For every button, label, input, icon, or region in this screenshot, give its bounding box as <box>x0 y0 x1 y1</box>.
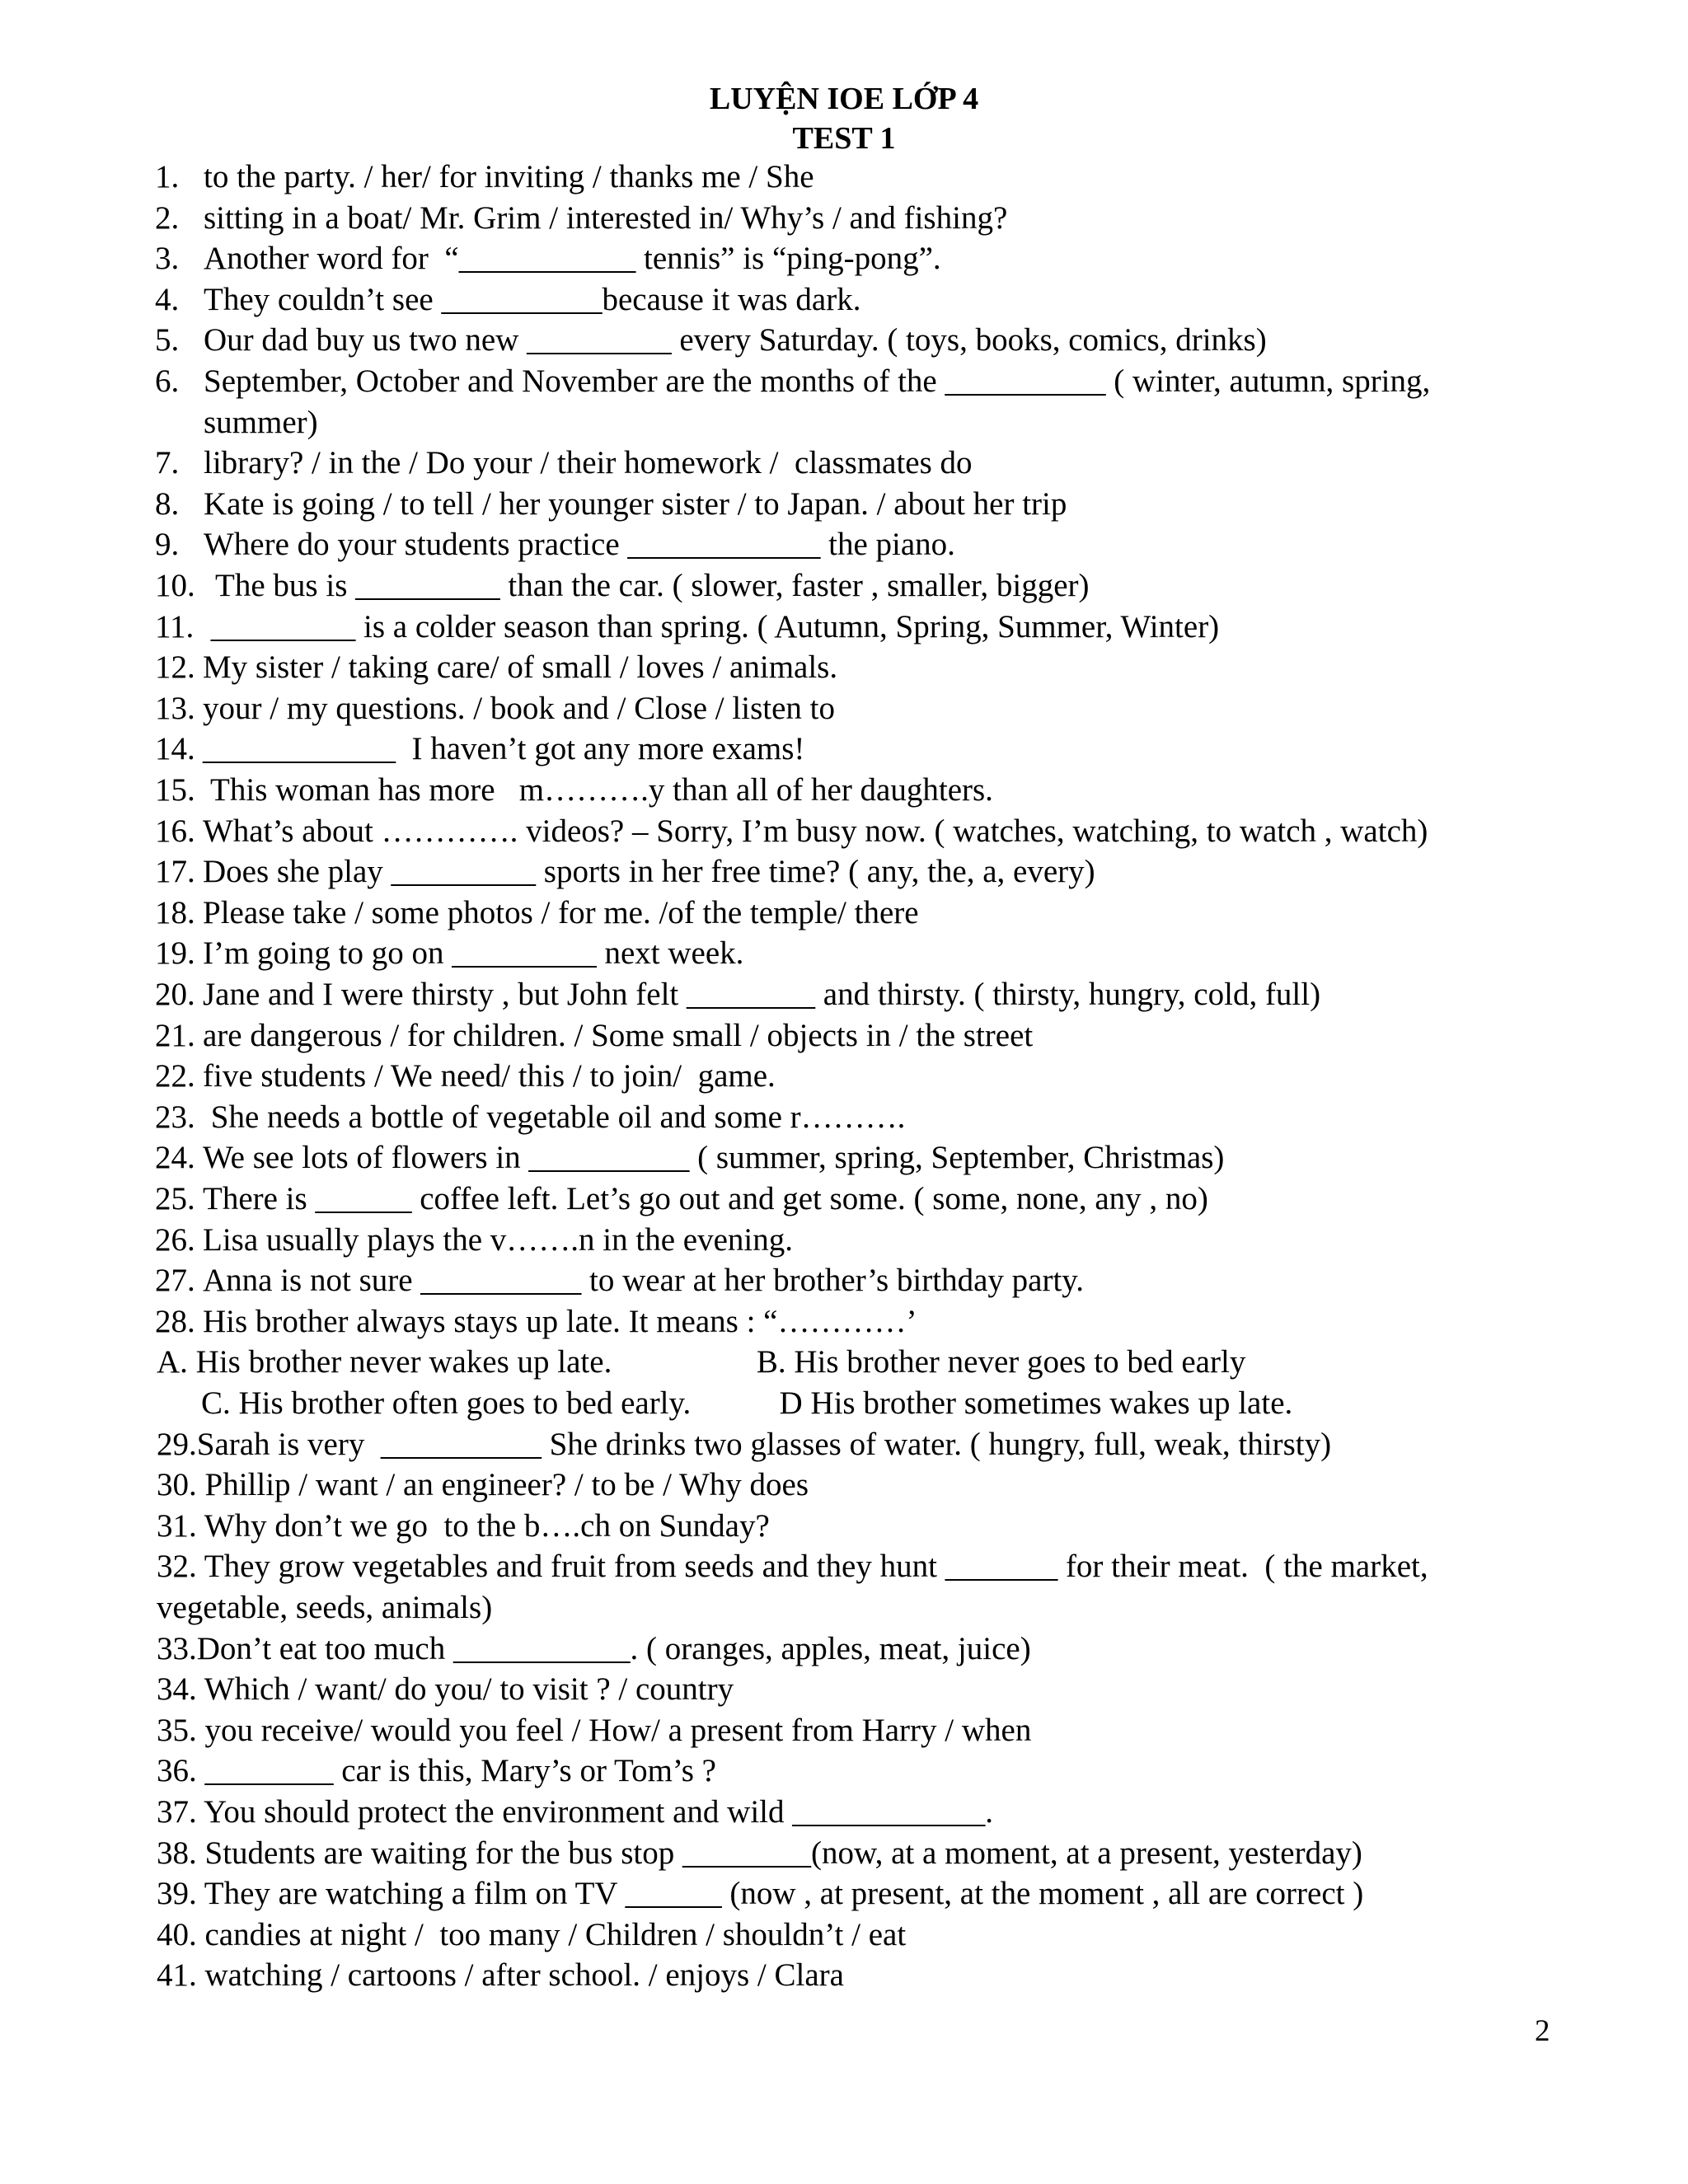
item-text: 41. watching / cartoons / after school. / enjoys / Clara <box>157 1957 844 1994</box>
item-text: ____________ I haven’t got any more exams! <box>203 731 805 767</box>
item-number: 5. <box>155 322 180 359</box>
item-text: His brother always stays up late. It means : “…………’ <box>203 1303 917 1339</box>
item-number: 3. <box>155 241 180 277</box>
item-text: Lisa usually plays the v…….n in the evening. <box>203 1221 793 1258</box>
item-text: 36. ________ car is this, Mary’s or Tom’s ? <box>157 1753 716 1789</box>
item-text: C. His brother often goes to bed early. D His brother sometimes wakes up late. <box>201 1385 1293 1421</box>
item-text: Kate is going / to tell / her younger sister / to Japan. / about her trip <box>204 485 1067 522</box>
item-number: 9. <box>155 527 180 563</box>
item-number: 19. <box>155 935 195 972</box>
item-text: 38. Students are waiting for the bus stop ________(now, at a moment, at a present, yesterday) <box>157 1835 1362 1871</box>
item-text: Please take / some photos / for me. /of the temple/ there <box>203 894 919 930</box>
item-number: 11. <box>155 608 195 644</box>
item-text: to the party. / her/ for inviting / thanks me / She <box>204 159 814 194</box>
item-number: 21. <box>155 1017 195 1053</box>
item-text: 30. Phillip / want / an engineer? / to be / Why does <box>157 1467 809 1503</box>
item-text: Does she play _________ sports in her free time? ( any, the, a, every) <box>203 854 1095 890</box>
test-heading: TEST 1 <box>792 121 896 156</box>
item-number: 16. <box>155 813 195 849</box>
item-text: There is ______ coffee left. Let’s go out and get some. ( some, none, any , no) <box>203 1181 1208 1216</box>
item-number: 25. <box>155 1181 195 1216</box>
item-text: 37. You should protect the environment and wild ____________. <box>157 1794 994 1830</box>
item-number: 10. <box>155 568 195 603</box>
item-text: 39. They are watching a film on TV ______ (now , at present, at the moment , all are correct ) <box>157 1876 1364 1912</box>
item-text: September, October and November are the months of the __________ ( winter, autumn, spring, <box>204 363 1431 399</box>
item-text: 33.Don’t eat too much ___________. ( oranges, apples, meat, juice) <box>157 1630 1031 1666</box>
item-text: My sister / taking care/ of small / loves / animals. <box>203 649 838 686</box>
item-number: 6. <box>155 363 180 399</box>
item-number: 15. <box>155 772 195 808</box>
item-number: 8. <box>155 485 180 522</box>
item-text: A. His brother never wakes up late. B. His brother never goes to bed early <box>157 1344 1246 1380</box>
item-text: 40. candies at night / too many / Children / shouldn’t / eat <box>157 1916 907 1952</box>
page-number: 2 <box>1535 2014 1550 2048</box>
item-text: Our dad buy us two new _________ every Saturday. ( toys, books, comics, drinks) <box>204 322 1267 359</box>
item-number: 14. <box>155 731 195 767</box>
item-text: library? / in the / Do your / their homework / classmates do <box>204 445 973 481</box>
item-text: are dangerous / for children. / Some small / objects in / the street <box>203 1017 1034 1053</box>
item-text: vegetable, seeds, animals) <box>157 1590 493 1625</box>
item-text: Another word for “___________ tennis” is “ping-pong”. <box>204 241 941 277</box>
item-number: 22. <box>155 1058 195 1094</box>
item-number: 13. <box>155 690 195 726</box>
item-text: 34. Which / want/ do you/ to visit ? / country <box>157 1671 734 1708</box>
item-number: 17. <box>155 854 195 890</box>
item-number: 23. <box>155 1099 195 1135</box>
item-number: 4. <box>155 281 180 317</box>
item-number: 2. <box>155 199 180 236</box>
item-text: We see lots of flowers in __________ ( summer, spring, September, Christmas) <box>203 1140 1225 1176</box>
item-text: summer) <box>204 404 318 440</box>
item-text: five students / We need/ this / to join/ game. <box>203 1058 776 1094</box>
item-text: I’m going to go on _________ next week. <box>203 935 744 972</box>
item-number: 12. <box>155 649 195 686</box>
item-number: 18. <box>155 894 195 930</box>
item-text: 31. Why don’t we go to the b….ch on Sunday? <box>157 1507 770 1544</box>
item-text: Where do your students practice ____________ the piano. <box>204 527 955 563</box>
item-text: sitting in a boat/ Mr. Grim / interested in/ Why’s / and fishing? <box>204 199 1008 236</box>
item-text: 32. They grow vegetables and fruit from seeds and they hunt _______ for their meat. ( the market, <box>157 1549 1428 1585</box>
item-text: _________ is a colder season than spring. ( Autumn, Spring, Summer, Winter) <box>203 608 1220 644</box>
item-text: 29.Sarah is very __________ She drinks two glasses of water. ( hungry, full, weak, thirsty) <box>157 1426 1332 1462</box>
item-number: 26. <box>155 1221 195 1258</box>
item-number: 7. <box>155 445 180 481</box>
item-number: 20. <box>155 977 195 1012</box>
item-text: What’s about …………. videos? – Sorry, I’m busy now. ( watches, watching, to watch , watch) <box>203 813 1428 849</box>
item-number: 28. <box>155 1303 195 1339</box>
item-text: Anna is not sure __________ to wear at her brother’s birthday party. <box>203 1263 1084 1299</box>
item-text: She needs a bottle of vegetable oil and some r………. <box>203 1099 906 1135</box>
item-text: 35. you receive/ would you feel / How/ a present from Harry / when <box>157 1712 1032 1748</box>
item-text: This woman has more m……….y than all of her daughters. <box>203 772 993 808</box>
item-number: 1. <box>155 159 180 194</box>
document-title: LUYỆN IOE LỚP 4 <box>709 82 979 116</box>
item-text: Jane and I were thirsty , but John felt ________ and thirsty. ( thirsty, hungry, cold, full) <box>203 977 1321 1012</box>
item-text: your / my questions. / book and / Close / listen to <box>203 690 835 726</box>
item-number: 24. <box>155 1140 195 1176</box>
item-text: The bus is _________ than the car. ( slower, faster , smaller, bigger) <box>208 568 1090 603</box>
item-number: 27. <box>155 1263 195 1299</box>
item-text: They couldn’t see __________because it was dark. <box>204 281 861 317</box>
